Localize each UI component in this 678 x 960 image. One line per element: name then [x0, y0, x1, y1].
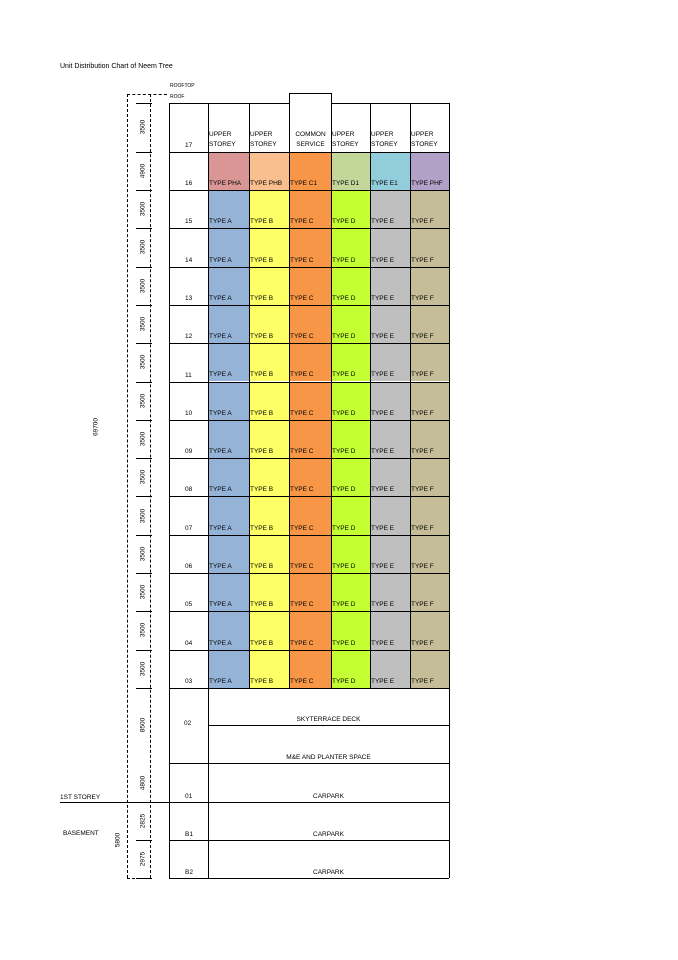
unit-cell: TYPE A	[208, 496, 249, 534]
dimension-tick	[136, 458, 152, 459]
unit-cell: TYPE B	[249, 267, 289, 305]
unit-cell: TYPE E1	[370, 152, 410, 190]
floor-number: 17	[185, 142, 193, 149]
floor-number: 07	[185, 524, 193, 532]
grid-line	[169, 802, 449, 803]
floor-number: 08	[185, 486, 193, 494]
unit-cell: TYPE F	[410, 382, 449, 420]
dimension-tick	[136, 496, 152, 497]
dimension-tick	[136, 190, 152, 191]
unit-cell: TYPE C	[289, 267, 331, 305]
header-line-1: UPPER	[209, 131, 232, 138]
unit-cell: TYPE D	[331, 573, 370, 611]
unit-cell: TYPE B	[249, 190, 289, 228]
floor-number: 06	[185, 563, 193, 570]
unit-cell: TYPE C	[289, 382, 331, 420]
grid-line	[289, 93, 290, 103]
unit-cell: TYPE A	[208, 228, 249, 266]
unit-cell: TYPE E	[370, 382, 410, 420]
floor-number: 05	[185, 601, 193, 609]
unit-cell: TYPE C	[289, 343, 331, 381]
dimension-tick	[136, 573, 152, 574]
unit-cell: TYPE E	[370, 305, 410, 343]
unit-cell: TYPE D	[331, 382, 370, 420]
basement-label: BASEMENT	[63, 830, 99, 837]
unit-cell: TYPE F	[410, 611, 449, 649]
header-cell	[208, 130, 249, 152]
unit-cell: TYPE A	[208, 267, 249, 305]
grid-line	[169, 650, 449, 651]
unit-cell: TYPE F	[410, 573, 449, 611]
storey-height-label: 3500	[139, 316, 147, 332]
floor-number: 09	[185, 448, 193, 456]
roof-label: ROOF	[170, 94, 185, 100]
floor-number: 12	[185, 333, 193, 341]
dimension-tick	[136, 103, 152, 104]
grid-line	[169, 305, 449, 306]
storey-height-label: 3500	[139, 584, 147, 600]
unit-cell: TYPE A	[208, 611, 249, 649]
storey-height-label: 3500	[139, 119, 147, 135]
me-planter-label: M&E AND PLANTER SPACE	[286, 754, 371, 761]
grid-line	[208, 725, 449, 726]
grid-line	[169, 228, 449, 229]
header-cell	[249, 130, 289, 152]
unit-cell: TYPE E	[370, 190, 410, 228]
unit-cell: TYPE C	[289, 228, 331, 266]
unit-cell: TYPE PHA	[208, 152, 249, 190]
storey-height-label: 3500	[139, 546, 147, 562]
storey-height-label: 4900	[139, 163, 147, 179]
grid-line	[289, 93, 331, 94]
grid-line	[410, 103, 411, 688]
grid-line	[331, 93, 332, 103]
unit-cell: TYPE B	[249, 650, 289, 688]
unit-cell: TYPE B	[249, 611, 289, 649]
dimension-tick	[136, 228, 152, 229]
unit-cell: TYPE A	[208, 420, 249, 458]
floor-number: 16	[185, 180, 193, 187]
unit-cell: TYPE E	[370, 458, 410, 496]
storey-height-label: 8500	[139, 718, 147, 733]
storey-height-label: 2975	[139, 851, 147, 867]
header-cell	[331, 130, 370, 152]
basement-height-label: 5800	[114, 832, 122, 848]
total-height-label: 69700	[92, 417, 100, 437]
header-line-2: STOREY	[411, 141, 438, 148]
unit-cell: TYPE C	[289, 535, 331, 573]
grid-line	[249, 103, 250, 688]
dimension-line	[127, 94, 167, 95]
storey-height-label: 3500	[139, 470, 147, 485]
unit-cell: TYPE D1	[331, 152, 370, 190]
dimension-line	[127, 94, 128, 878]
header-line-1: UPPER	[332, 131, 355, 138]
chart-title: Unit Distribution Chart of Neem Tree	[60, 63, 173, 70]
carpark-label: CARPARK	[313, 793, 344, 800]
header-line-2: SERVICE	[296, 141, 325, 148]
unit-cell: TYPE E	[370, 228, 410, 266]
grid-line	[169, 535, 449, 536]
unit-cell: TYPE PHB	[249, 152, 289, 190]
unit-cell: TYPE D	[331, 343, 370, 381]
header-line-2: STOREY	[371, 141, 398, 148]
unit-cell: TYPE C	[289, 190, 331, 228]
storey-height-label: 3500	[139, 393, 147, 408]
unit-cell: TYPE A	[208, 190, 249, 228]
grid-line	[169, 103, 170, 878]
unit-cell: TYPE B	[249, 382, 289, 420]
unit-cell: TYPE D	[331, 496, 370, 534]
header-line-1: UPPER	[371, 131, 394, 138]
unit-cell: TYPE A	[208, 535, 249, 573]
floor-number: 02	[184, 720, 192, 727]
dimension-tick	[136, 611, 152, 612]
carpark-label: CARPARK	[313, 831, 344, 838]
grid-line	[331, 103, 332, 688]
storey-height-label: 3500	[139, 431, 147, 447]
storey-height-label: 3500	[139, 355, 147, 370]
floor-number: 13	[185, 294, 193, 302]
header-cell	[289, 130, 331, 152]
unit-cell: TYPE F	[410, 267, 449, 305]
floor-number: 10	[185, 409, 193, 417]
floor-number: B1	[185, 831, 193, 838]
grid-line	[169, 688, 449, 689]
dimension-tick	[136, 382, 152, 383]
unit-cell: TYPE F	[410, 650, 449, 688]
grid-line	[169, 152, 449, 153]
unit-cell: TYPE D	[331, 305, 370, 343]
rooftop-label: ROOFTOP	[170, 83, 195, 89]
dimension-tick	[136, 535, 152, 536]
grid-line	[169, 103, 289, 104]
unit-cell: TYPE F	[410, 458, 449, 496]
unit-cell: TYPE E	[370, 420, 410, 458]
unit-cell: TYPE C	[289, 573, 331, 611]
storey-height-label: 3500	[139, 508, 147, 523]
unit-cell: TYPE F	[410, 228, 449, 266]
unit-cell: TYPE F	[410, 535, 449, 573]
dimension-line	[150, 94, 151, 878]
unit-cell: TYPE C	[289, 420, 331, 458]
unit-cell: TYPE E	[370, 267, 410, 305]
unit-cell: TYPE B	[249, 535, 289, 573]
storey-height-label: 3500	[139, 661, 147, 676]
unit-cell: TYPE E	[370, 535, 410, 573]
dimension-tick	[136, 420, 152, 421]
storey-height-label: 3500	[139, 201, 147, 217]
unit-cell: TYPE B	[249, 228, 289, 266]
floor-number: 01	[185, 793, 193, 800]
grid-line	[169, 878, 449, 879]
unit-cell: TYPE B	[249, 305, 289, 343]
storey-height-label: 3500	[139, 240, 147, 255]
unit-cell: TYPE PHF	[410, 152, 449, 190]
unit-cell: TYPE F	[410, 496, 449, 534]
dimension-tick	[136, 840, 152, 841]
grid-line	[169, 420, 449, 421]
grid-line	[169, 343, 449, 344]
unit-cell: TYPE A	[208, 343, 249, 381]
dimension-tick	[136, 305, 152, 306]
unit-cell: TYPE A	[208, 382, 249, 420]
header-cell	[370, 130, 410, 152]
grid-line	[289, 103, 290, 688]
unit-cell: TYPE D	[331, 267, 370, 305]
unit-cell: TYPE B	[249, 458, 289, 496]
unit-cell: TYPE E	[370, 343, 410, 381]
dimension-tick	[136, 688, 152, 689]
dimension-tick	[136, 343, 152, 344]
unit-cell: TYPE D	[331, 420, 370, 458]
first-storey-label: 1ST STOREY	[60, 794, 101, 801]
unit-cell: TYPE D	[331, 190, 370, 228]
unit-cell: TYPE F	[410, 305, 449, 343]
unit-cell: TYPE F	[410, 190, 449, 228]
unit-cell: TYPE A	[208, 573, 249, 611]
floor-number: 14	[185, 256, 193, 264]
unit-cell: TYPE F	[410, 420, 449, 458]
dimension-tick	[136, 650, 152, 651]
dimension-tick	[136, 878, 152, 879]
header-line-2: STOREY	[209, 141, 236, 148]
header-line-1: UPPER	[250, 131, 273, 138]
grid-line	[331, 103, 449, 104]
unit-cell: TYPE B	[249, 573, 289, 611]
storey-height-label: 3500	[139, 278, 147, 293]
storey-height-label: 4800	[139, 775, 147, 790]
floor-number: 15	[185, 218, 193, 226]
unit-cell: TYPE E	[370, 496, 410, 534]
unit-cell: TYPE E	[370, 650, 410, 688]
unit-cell: TYPE D	[331, 535, 370, 573]
header-cell	[410, 130, 449, 152]
unit-cell: TYPE D	[331, 611, 370, 649]
unit-cell: TYPE A	[208, 650, 249, 688]
grid-line	[169, 611, 449, 612]
floor-number: 11	[185, 371, 192, 379]
unit-cell: TYPE B	[249, 420, 289, 458]
unit-cell: TYPE E	[370, 573, 410, 611]
grid-line	[169, 458, 449, 459]
grid-line	[169, 190, 449, 191]
grid-line	[449, 103, 450, 878]
unit-cell: TYPE D	[331, 650, 370, 688]
grid-line	[169, 267, 449, 268]
level-line	[60, 802, 169, 803]
floor-number: B2	[185, 869, 193, 876]
grid-line	[169, 573, 449, 574]
unit-cell: TYPE C	[289, 611, 331, 649]
header-line-1: UPPER	[411, 131, 434, 138]
dimension-tick	[136, 267, 152, 268]
unit-cell: TYPE C	[289, 496, 331, 534]
grid-line	[208, 103, 209, 878]
grid-line	[169, 763, 449, 764]
unit-cell: TYPE A	[208, 305, 249, 343]
floor-number: 03	[185, 677, 193, 685]
header-line-1: COMMON	[295, 131, 326, 138]
unit-cell: TYPE C	[289, 305, 331, 343]
dimension-tick	[136, 152, 152, 153]
storey-height-label: 2825	[139, 813, 147, 829]
grid-line	[169, 496, 449, 497]
unit-cell: TYPE A	[208, 458, 249, 496]
grid-line	[169, 840, 449, 841]
floor-number: 04	[185, 639, 193, 647]
unit-cell: TYPE E	[370, 611, 410, 649]
carpark-label: CARPARK	[313, 869, 344, 876]
unit-cell: TYPE B	[249, 496, 289, 534]
unit-cell: TYPE D	[331, 228, 370, 266]
unit-cell: TYPE C	[289, 650, 331, 688]
header-line-2: STOREY	[332, 141, 359, 148]
unit-cell: TYPE C	[289, 458, 331, 496]
unit-cell: TYPE F	[410, 343, 449, 381]
unit-cell: TYPE C1	[289, 152, 331, 190]
unit-cell: TYPE B	[249, 343, 289, 381]
skyterrace-label: SKYTERRACE DECK	[296, 716, 361, 723]
unit-cell: TYPE D	[331, 458, 370, 496]
storey-height-label: 3500	[139, 623, 147, 638]
grid-line	[169, 382, 449, 383]
grid-line	[370, 103, 371, 688]
header-line-2: STOREY	[250, 141, 277, 148]
